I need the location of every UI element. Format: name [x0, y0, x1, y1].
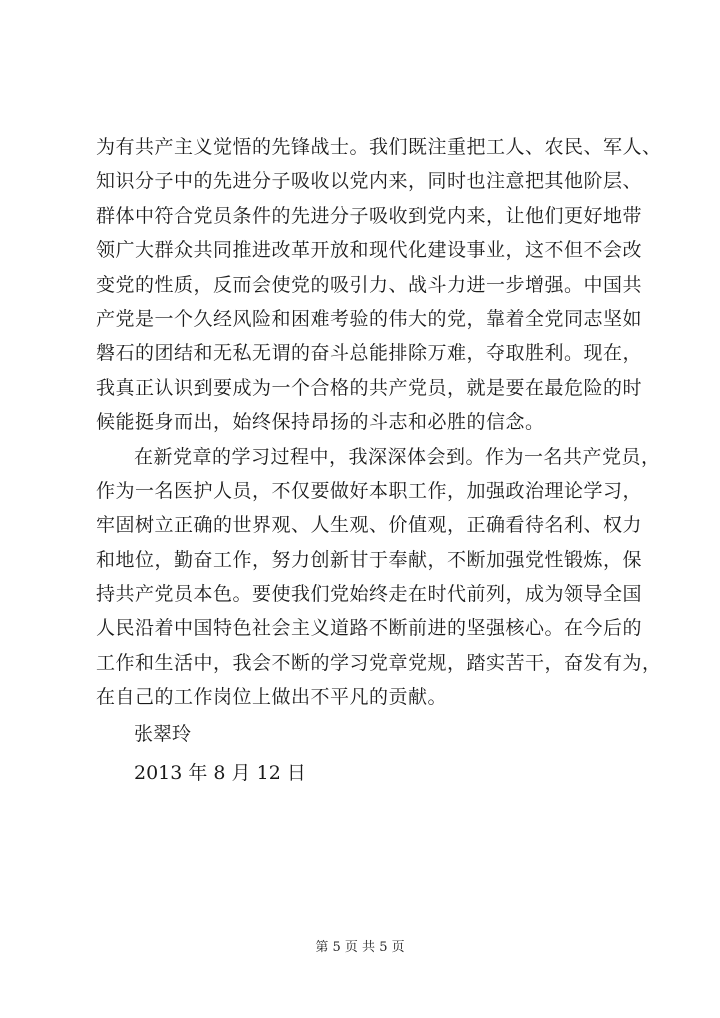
- text-line: 知识分子中的先进分子吸收以党内来，同时也注意把其他阶层、: [96, 170, 643, 193]
- text-line: 作为一名医护人员，不仅要做好本职工作，加强政治理论学习，: [96, 479, 643, 502]
- text-line: 持共产党员本色。要使我们党始终走在时代前列，成为领导全国: [96, 583, 643, 606]
- page-number: 第 5 页 共 5 页: [315, 940, 405, 955]
- text-line: 人民沿着中国特色社会主义道路不断前进的坚强核心。在今后的: [96, 617, 643, 640]
- text-line: 候能挺身而出，始终保持昂扬的斗志和必胜的信念。: [96, 411, 545, 434]
- text-line: 产党是一个久经风险和困难考验的伟大的党，靠着全党同志坚如: [96, 307, 643, 330]
- text-line: 领广大群众共同推进改革开放和现代化建设事业，这不但不会改: [96, 239, 643, 262]
- text-line: 我真正认识到要成为一个合格的共产党员，就是要在最危险的时: [96, 376, 643, 399]
- text-line: 工作和生活中，我会不断的学习党章党规，踏实苦干，奋发有为，: [96, 651, 662, 674]
- document-date: 2013 年 8 月 12 日: [134, 761, 306, 784]
- text-line: 磐石的团结和无私无谓的奋斗总能排除万难，夺取胜利。现在，: [96, 342, 643, 365]
- signature: 张翠玲: [134, 722, 192, 745]
- text-line: 和地位，勤奋工作，努力创新甘于奉献，不断加强党性锻炼，保: [96, 548, 643, 571]
- page-footer: [0, 938, 720, 958]
- text-line: 为有共产主义觉悟的先锋战士。我们既注重把工人、农民、军人、: [96, 136, 662, 158]
- text-line: 变党的性质，反而会使党的吸引力、战斗力进一步增强。中国共: [96, 273, 643, 296]
- paragraph-2: [96, 440, 662, 715]
- paragraph-1: [96, 130, 662, 440]
- text-line: 牢固树立正确的世界观、人生观、价值观，正确看待名利、权力: [96, 514, 643, 537]
- text-line: 在自己的工作岗位上做出不平凡的贡献。: [96, 686, 448, 709]
- text-line: 在新党章的学习过程中，我深深体会到。作为一名共产党员，: [134, 445, 661, 468]
- text-line: 群体中符合党员条件的先进分子吸收到党内来，让他们更好地带: [96, 204, 643, 227]
- document-body: [96, 130, 662, 793]
